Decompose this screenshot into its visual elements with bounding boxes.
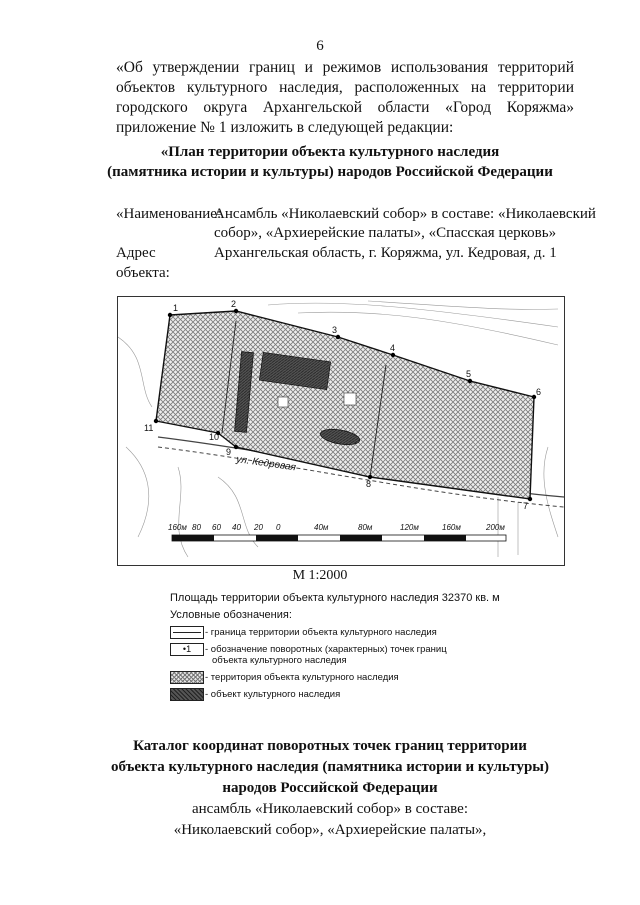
name-label: «Наименование: — [116, 206, 222, 222]
site-plan-svg — [118, 297, 564, 565]
catalog-heading — [100, 736, 560, 841]
legend-territory-text: - территория объекта культурного наследия — [205, 672, 399, 683]
legend-territory-swatch — [170, 671, 204, 684]
scale-tick-label: 160м — [442, 523, 461, 532]
point-label-8: 8 — [366, 479, 372, 489]
legend-points-text-2: объекта культурного наследия — [212, 655, 347, 666]
catalog-line-1: Каталог координат поворотных точек границ территории — [133, 738, 527, 754]
legend-boundary-text: - граница территории объекта культурного наследия — [205, 627, 437, 638]
map-scale: М 1:2000 — [292, 568, 348, 583]
legend-points-swatch: •1 — [170, 643, 204, 656]
legend-object-swatch — [170, 688, 204, 701]
legend-object-text: - объект культурного наследия — [205, 689, 341, 700]
scale-tick-label: 160м — [168, 523, 187, 532]
scale-tick-label: 40м — [314, 523, 329, 532]
scale-tick-label: 60 — [212, 523, 221, 532]
scale-tick-label: 120м — [400, 523, 419, 532]
site-plan-map — [117, 296, 565, 566]
page-number: 6 — [316, 38, 324, 54]
point-label-3: 3 — [332, 325, 338, 335]
legend-points-text-1: - обозначение поворотных (характерных) точек границ — [205, 644, 447, 655]
point-label-5: 5 — [466, 369, 472, 379]
point-label-4: 4 — [390, 343, 396, 353]
legend-boundary-swatch — [170, 626, 204, 639]
scale-tick-label: 20 — [254, 523, 263, 532]
scale-tick-label: 0 — [276, 523, 281, 532]
point-label-6: 6 — [536, 387, 542, 397]
plan-title-line-2: (памятника истории и культуры) народов Российской Федерации — [107, 164, 553, 180]
name-value-line-2: собор», «Архиерейские палаты», «Спасская церковь» — [214, 225, 557, 241]
scale-tick-label: 40 — [232, 523, 241, 532]
catalog-line-2: объекта культурного наследия (памятника истории и культуры) — [110, 759, 549, 775]
point-label-9: 9 — [226, 447, 232, 457]
plan-title-line-1: «План территории объекта культурного наследия — [160, 144, 500, 160]
catalog-line-4: ансамбль «Николаевский собор» в составе: — [191, 801, 469, 817]
catalog-line-5: «Николаевский собор», «Архиерейские палаты», — [173, 822, 487, 838]
area-text: Площадь территории объекта культурного наследия 32370 кв. м — [170, 592, 500, 604]
point-label-7: 7 — [523, 501, 529, 511]
scale-tick-label: 80м — [358, 523, 373, 532]
point-label-11: 11 — [144, 423, 154, 433]
point-label-1: 1 — [173, 303, 179, 313]
name-value-line-1: Ансамбль «Николаевский собор» в составе: «Николаевский — [214, 206, 596, 222]
legend-title: Условные обозначения: — [170, 609, 292, 621]
catalog-line-3: народов Российской Федерации — [222, 780, 438, 796]
scale-bar — [168, 523, 506, 541]
point-label-2: 2 — [231, 299, 237, 309]
address-label: Адрес объекта: — [116, 245, 170, 281]
address-value: Архангельская область, г. Коряжма, ул. Кедровая, д. 1 — [214, 245, 557, 261]
point-label-10: 10 — [209, 432, 220, 442]
intro-paragraph: «Об утверждении границ и режимов использования территорий объектов культурного наследия, расположенных на территории городского округа Архангельской области «Город Коряжма» приложение № 1 изложить в следующей редакции: — [116, 59, 574, 136]
scale-tick-label: 80 — [192, 523, 201, 532]
street-label: ул. Кедровая — [235, 454, 297, 474]
plan-title — [100, 142, 560, 182]
scale-tick-label: 200м — [486, 523, 505, 532]
